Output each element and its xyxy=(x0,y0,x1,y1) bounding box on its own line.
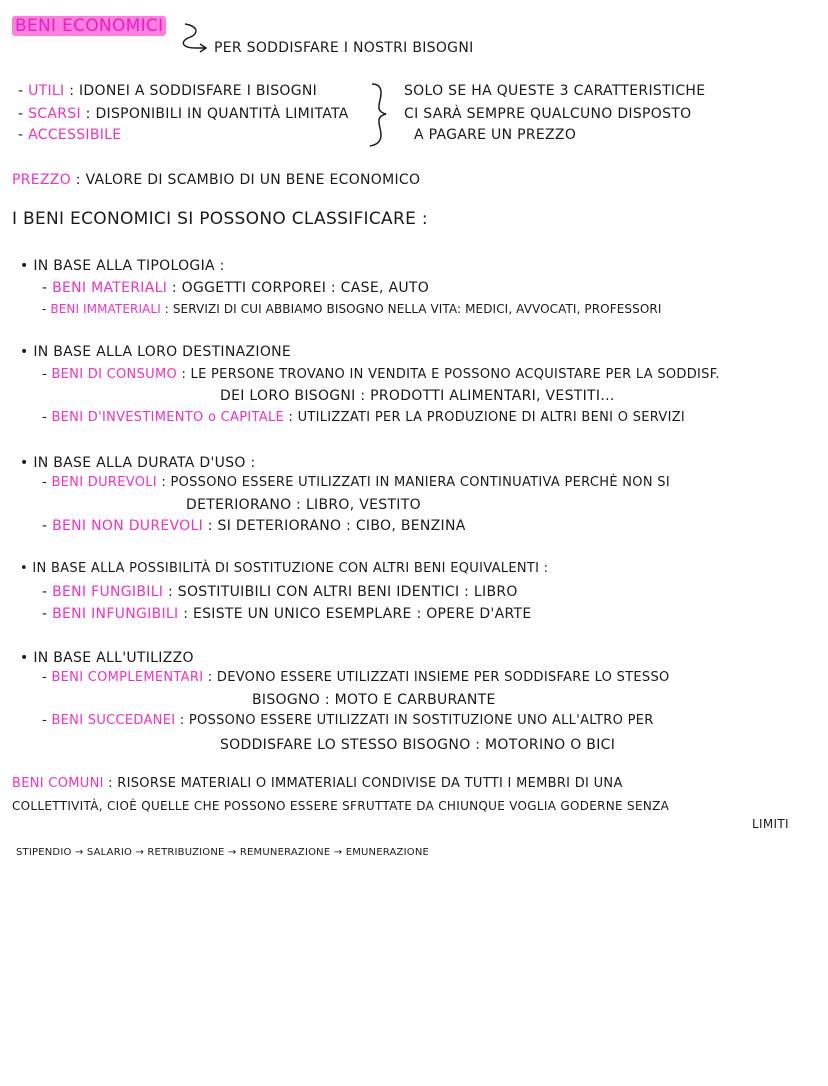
definition: : LE PERSONE TROVANO IN VENDITA E POSSONO ACQUISTARE PER LA SODDISF. xyxy=(181,367,720,382)
brace-note-line: A PAGARE UN PREZZO xyxy=(414,127,577,143)
definition: : POSSONO ESSERE UTILIZZATI IN MANIERA CONTINUATIVA PERCHÈ NON SI xyxy=(161,475,670,490)
definition-beni-comuni xyxy=(12,777,623,792)
list-item: - ACCESSIBILE xyxy=(18,127,122,143)
term: BENI INFUNGIBILI xyxy=(52,606,179,622)
list-item: - SCARSI : DISPONIBILI IN QUANTITÀ LIMITATA xyxy=(18,106,349,122)
subtitle: PER SODDISFARE I NOSTRI BISOGNI xyxy=(214,40,474,56)
term: BENI SUCCEDANEI xyxy=(51,713,176,728)
term: BENI COMPLEMENTARI xyxy=(51,670,204,685)
list-item: - BENI COMPLEMENTARI : DEVONO ESSERE UTILIZZATI INSIEME PER SODDISFARE LO STESSO xyxy=(42,670,670,685)
brace-note-line: SOLO SE HA QUESTE 3 CARATTERISTICHE xyxy=(404,83,706,99)
term: BENI DUREVOLI xyxy=(51,475,157,490)
definition: : SOSTITUIBILI CON ALTRI BENI IDENTICI : LIBRO xyxy=(168,584,518,600)
list-item: - BENI D'INVESTIMENTO o CAPITALE : UTILIZZATI PER LA PRODUZIONE DI ALTRI BENI O SERVIZI xyxy=(42,410,686,425)
definition: : RISORSE MATERIALI O IMMATERIALI CONDIVISE DA TUTTI I MEMBRI DI UNA xyxy=(108,776,623,791)
term: PREZZO xyxy=(12,172,72,188)
list-item: - BENI SUCCEDANEI : POSSONO ESSERE UTILIZZATI IN SOSTITUZIONE UNO ALL'ALTRO PER xyxy=(42,713,654,728)
list-item: - BENI IMMATERIALI : SERVIZI DI CUI ABBIAMO BISOGNO NELLA VITA: MEDICI, AVVOCATI, PROFESSORI xyxy=(42,302,662,316)
term: ACCESSIBILE xyxy=(28,127,122,143)
section-heading: • IN BASE ALLA DURATA D'USO : xyxy=(20,455,256,471)
section-heading: • IN BASE ALLA LORO DESTINAZIONE xyxy=(20,344,292,360)
list-item: - BENI DI CONSUMO : LE PERSONE TROVANO IN VENDITA E POSSONO ACQUISTARE PER LA SODDISF. xyxy=(42,367,720,382)
definition: : ESISTE UN UNICO ESEMPLARE : OPERE D'ARTE xyxy=(183,606,532,622)
definition: : UTILIZZATI PER LA PRODUZIONE DI ALTRI BENI O SERVIZI xyxy=(288,410,686,425)
definition-continued: DETERIORANO : LIBRO, VESTITO xyxy=(186,497,421,513)
definition: : DEVONO ESSERE UTILIZZATI INSIEME PER SODDISFARE LO STESSO xyxy=(207,670,670,685)
section-heading: • IN BASE ALLA POSSIBILITÀ DI SOSTITUZIONE CON ALTRI BENI EQUIVALENTI : xyxy=(20,561,549,576)
definition: : DISPONIBILI IN QUANTITÀ LIMITATA xyxy=(85,106,349,122)
list-item: - UTILI : IDONEI A SODDISFARE I BISOGNI xyxy=(18,83,318,99)
definition-prezzo xyxy=(12,172,420,188)
term: BENI NON DUREVOLI xyxy=(52,518,204,534)
section-heading: • IN BASE ALLA TIPOLOGIA : xyxy=(20,258,225,274)
list-item: - BENI NON DUREVOLI : SI DETERIORANO : CIBO, BENZINA xyxy=(42,518,466,534)
list-item: - BENI DUREVOLI : POSSONO ESSERE UTILIZZATI IN MANIERA CONTINUATIVA PERCHÈ NON SI xyxy=(42,475,670,490)
definition: : OGGETTI CORPOREI : CASE, AUTO xyxy=(171,280,430,296)
term: BENI COMUNI xyxy=(12,776,104,791)
curly-brace-icon xyxy=(370,84,386,146)
definition-continued: DEI LORO BISOGNI : PRODOTTI ALIMENTARI, VESTITI... xyxy=(220,388,615,404)
definition-continued: LIMITI xyxy=(752,817,789,831)
definition: : SERVIZI DI CUI ABBIAMO BISOGNO NELLA VITA: MEDICI, AVVOCATI, PROFESSORI xyxy=(164,302,662,316)
section-heading: • IN BASE ALL'UTILIZZO xyxy=(20,650,194,666)
list-item: - BENI MATERIALI : OGGETTI CORPOREI : CASE, AUTO xyxy=(42,280,430,296)
term: BENI D'INVESTIMENTO o CAPITALE xyxy=(51,410,285,425)
term: BENI DI CONSUMO xyxy=(51,367,177,382)
definition: : POSSONO ESSERE UTILIZZATI IN SOSTITUZIONE UNO ALL'ALTRO PER xyxy=(179,713,654,728)
title-arrow-icon xyxy=(183,24,206,52)
term: BENI IMMATERIALI xyxy=(50,302,161,316)
term: BENI FUNGIBILI xyxy=(52,584,164,600)
list-item: - BENI FUNGIBILI : SOSTITUIBILI CON ALTRI BENI IDENTICI : LIBRO xyxy=(42,584,518,600)
term: SCARSI xyxy=(28,106,81,122)
page-title: BENI ECONOMICI xyxy=(12,17,166,37)
term: BENI MATERIALI xyxy=(52,280,168,296)
definition-continued: SODDISFARE LO STESSO BISOGNO : MOTORINO O BICI xyxy=(220,737,616,753)
definition-continued: BISOGNO : MOTO E CARBURANTE xyxy=(252,692,496,708)
footer-synonym-chain: STIPENDIO → SALARIO → RETRIBUZIONE → REMUNERAZIONE → EMUNERAZIONE xyxy=(16,847,430,858)
classify-heading: I BENI ECONOMICI SI POSSONO CLASSIFICARE : xyxy=(12,209,428,229)
brace-note-line: CI SARÀ SEMPRE QUALCUNO DISPOSTO xyxy=(404,106,692,122)
definition: : SI DETERIORANO : CIBO, BENZINA xyxy=(207,518,466,534)
term: UTILI xyxy=(28,83,65,99)
definition-continued: COLLETTIVITÀ, CIOÈ QUELLE CHE POSSONO ESSERE SFRUTTATE DA CHIUNQUE VOGLIA GODERNE SENZA xyxy=(12,799,670,813)
definition: : VALORE DI SCAMBIO DI UN BENE ECONOMICO xyxy=(75,172,421,188)
list-item: - BENI INFUNGIBILI : ESISTE UN UNICO ESEMPLARE : OPERE D'ARTE xyxy=(42,606,532,622)
definition: : IDONEI A SODDISFARE I BISOGNI xyxy=(69,83,318,99)
